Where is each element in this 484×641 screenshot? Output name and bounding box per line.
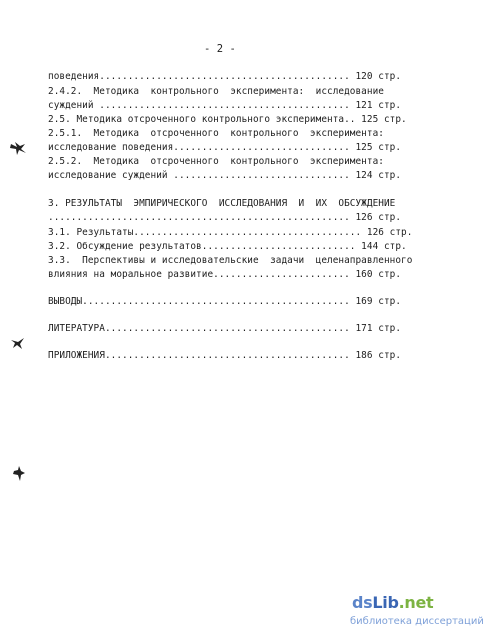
toc-line: 3.2. Обсуждение результатов........................... 144 стр.: [48, 241, 407, 252]
dslib-logo: dsLib.net: [352, 593, 434, 612]
toc-line: 2.5.2. Методика отсроченного контрольного эксперимента:: [48, 156, 384, 167]
toc-line: ПРИЛОЖЕНИЯ........................................... 186 стр.: [48, 350, 402, 361]
toc-line: влияния на моральное развитие........................ 160 стр.: [48, 269, 402, 280]
toc-line: 2.5. Методика отсроченного контрольного эксперимента.. 125 стр.: [48, 114, 407, 125]
toc-line: ВЫВОДЫ............................................... 169 стр.: [48, 296, 402, 307]
toc-line: 3.3. Перспективы и исследовательские задачи целенаправленного: [48, 255, 413, 266]
ink-speck: [12, 466, 26, 482]
toc-line: 3.1. Результаты........................................ 126 стр.: [48, 227, 413, 238]
ink-speck: [8, 138, 30, 158]
ink-speck: [10, 336, 26, 350]
toc-line: поведения............................................ 120 стр.: [48, 71, 402, 82]
dslib-watermark: [350, 593, 484, 637]
toc-line: ЛИТЕРАТУРА........................................... 171 стр.: [48, 323, 402, 334]
toc-line: 3. РЕЗУЛЬТАТЫ ЭМПИРИЧЕСКОГО ИССЛЕДОВАНИЯ И ИХ ОБСУЖДЕНИЕ: [48, 198, 396, 209]
toc-line: суждений ............................................ 121 стр.: [48, 100, 402, 111]
watermark-caption: библиотека диссертаций: [350, 616, 484, 627]
toc-line: исследование поведения............................... 125 стр.: [48, 142, 402, 153]
toc-line: 2.5.1. Методика отсроченного контрольного эксперимента:: [48, 128, 384, 139]
toc-line: 2.4.2. Методика контрольного эксперимента: исследование: [48, 86, 384, 97]
toc-line: ..................................................... 126 стр.: [48, 212, 402, 223]
toc-line: исследование суждений ............................... 124 стр.: [48, 170, 402, 181]
page-number: - 2 -: [204, 43, 236, 55]
